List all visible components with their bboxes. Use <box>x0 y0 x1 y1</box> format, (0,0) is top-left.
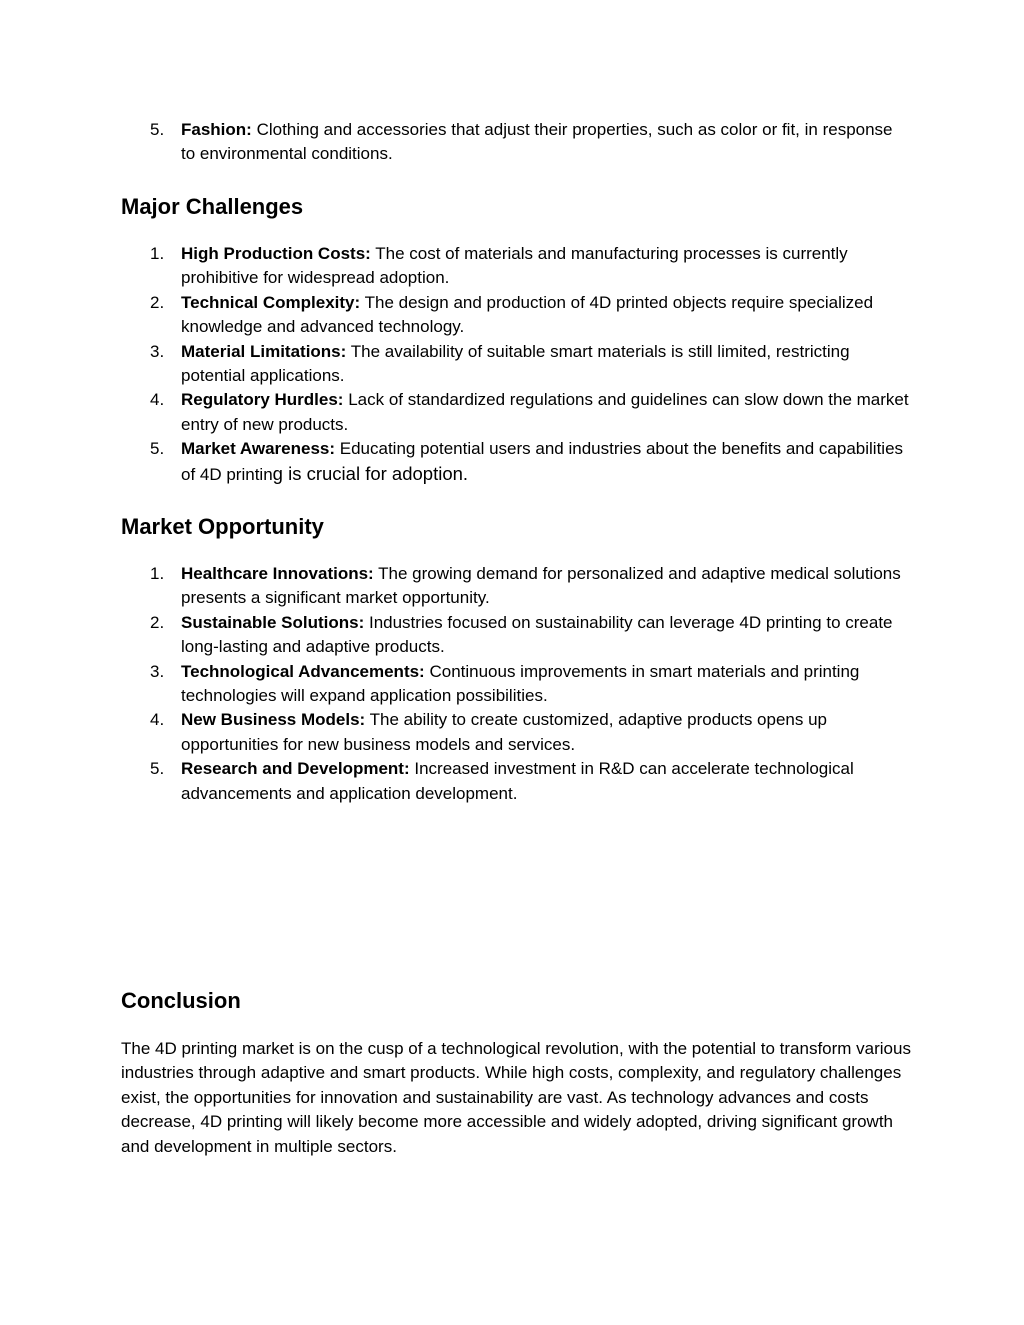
conclusion-paragraph: The 4D printing market is on the cusp of a technological revolution, with the potential to transform various industries through adaptive and smart products. While high costs, complexity, and regulatory challenges exist, the opportunities for innovation and sustainability are vast. As technology advances and costs decrease, 4D printing will likely become more accessible and widely adopted, driving significant growth and development in multiple sectors. <box>121 1039 911 1156</box>
list-item-number: 2. <box>150 292 165 312</box>
list-item-number: 2. <box>150 612 165 632</box>
list-item-text: Clothing and accessories that adjust their properties, such as color or fit, in response to environmental conditions. <box>181 120 893 164</box>
opportunity-list <box>121 562 911 806</box>
list-item <box>121 757 911 806</box>
list-item <box>121 118 911 167</box>
list-item <box>121 708 911 757</box>
list-item-text-larger: g is crucial for adoption. <box>272 462 469 484</box>
list-item-term: Healthcare Innovations: <box>181 564 374 583</box>
list-item <box>121 242 911 291</box>
list-item-term: Technological Advancements: <box>181 661 425 681</box>
list-item-number: 5. <box>150 120 165 139</box>
list-item-term: Fashion: <box>181 120 252 139</box>
list-item-number: 5. <box>150 439 165 459</box>
list-item <box>121 340 911 389</box>
list-item <box>121 437 911 487</box>
list-item-text: The growing demand for personalized and adaptive medical solutions presents a significant market opportunity. <box>181 564 901 608</box>
applications-list-continued <box>121 118 911 167</box>
list-item-text: Industries focused on sustainability can leverage 4D printing to create long-lasting and adaptive products. <box>181 612 893 657</box>
list-item <box>121 388 911 437</box>
list-item-term: Material Limitations: <box>181 341 347 361</box>
list-item-term: Technical Complexity: <box>181 292 361 312</box>
list-item-term: Market Awareness: <box>181 439 336 459</box>
list-item-text: Continuous improvements in smart materials and printing technologies will expand application possibilities. <box>181 661 860 706</box>
list-item-text: The ability to create customized, adaptive products opens up opportunities for new business models and services. <box>181 710 828 754</box>
list-item-number: 4. <box>150 710 165 730</box>
list-item-text: The cost of materials and manufacturing processes is currently prohibitive for widespread adoption. <box>181 244 848 288</box>
list-item <box>121 611 911 660</box>
list-item <box>121 562 911 611</box>
list-item-number: 1. <box>150 564 165 583</box>
section-heading-major-challenges: Major Challenges <box>121 194 304 219</box>
list-item-number: 4. <box>150 390 165 410</box>
list-item-text: The availability of suitable smart materials is still limited, restricting potential applications. <box>181 341 850 386</box>
list-item <box>121 291 911 340</box>
section-heading-market-opportunity: Market Opportunity <box>121 514 324 539</box>
list-item-term: Sustainable Solutions: <box>181 612 365 632</box>
challenges-list <box>121 242 911 487</box>
list-item-term: High Production Costs: <box>181 244 371 263</box>
section-heading-conclusion: Conclusion <box>121 988 241 1013</box>
list-item-term: New Business Models: <box>181 710 366 730</box>
list-item-number: 3. <box>150 341 165 361</box>
list-item-text: Educating potential users and industries about the benefits and capabilities of 4D printin <box>181 439 904 484</box>
list-item-text: Increased investment in R&D can accelerate technological advancements and application development. <box>181 759 854 803</box>
list-item-number: 3. <box>150 661 165 681</box>
list-item-number: 5. <box>150 759 165 779</box>
list-item-term: Regulatory Hurdles: <box>181 390 344 410</box>
list-item-text: The design and production of 4D printed objects require specialized knowledge and advanced technology. <box>181 292 874 337</box>
list-item-number: 1. <box>150 244 165 263</box>
list-item <box>121 660 911 709</box>
list-item-term: Research and Development: <box>181 759 410 779</box>
list-item-text: Lack of standardized regulations and guidelines can slow down the market entry of new products. <box>181 390 909 434</box>
